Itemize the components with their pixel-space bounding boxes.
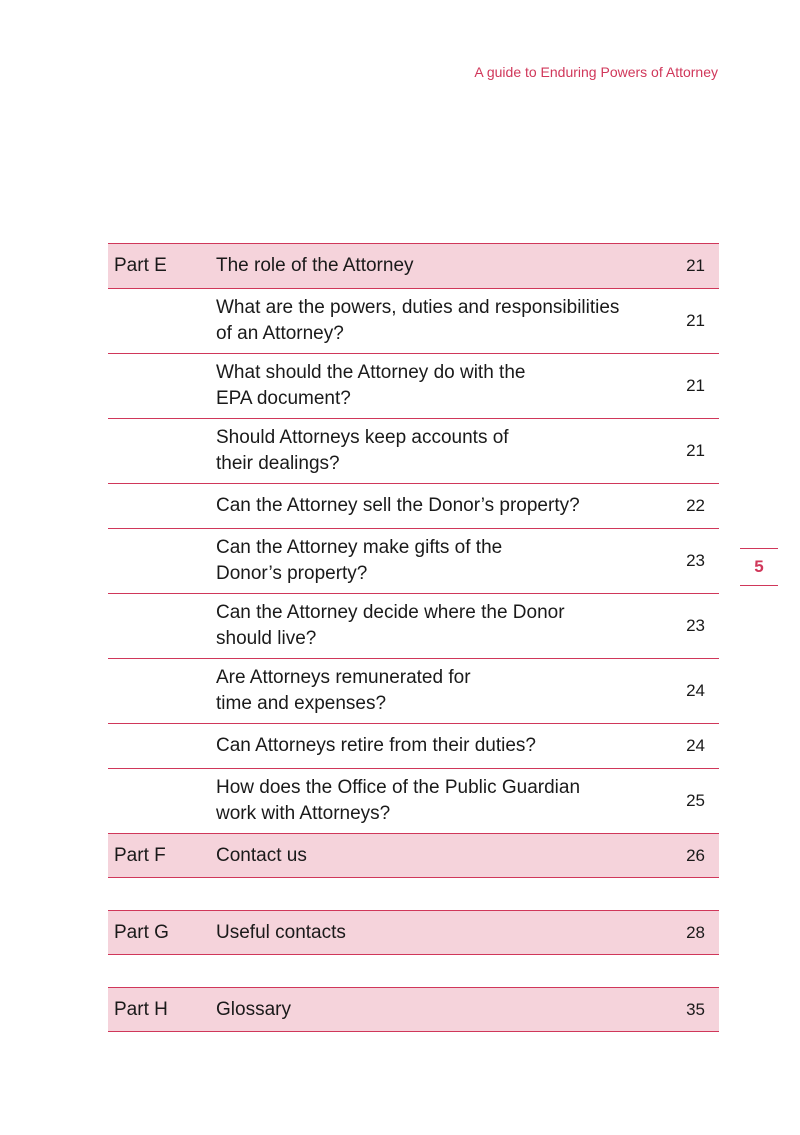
section-gap xyxy=(108,955,719,987)
item-title xyxy=(216,775,653,827)
page-ref: 21 xyxy=(686,376,705,395)
page-ref: 24 xyxy=(686,681,705,700)
item-title-line: Donor’s property? xyxy=(216,563,368,584)
item-title-line: should live? xyxy=(216,628,317,649)
item-title xyxy=(216,600,653,652)
item-title xyxy=(216,665,653,717)
page-ref: 28 xyxy=(686,922,705,942)
item-title xyxy=(216,535,653,587)
page-ref: 24 xyxy=(686,736,705,755)
page-ref: 26 xyxy=(686,845,705,865)
toc-item[interactable] xyxy=(108,593,719,658)
section-gap xyxy=(108,878,719,910)
item-title-line: EPA document? xyxy=(216,388,351,409)
item-title xyxy=(216,360,653,412)
part-label: Part G xyxy=(114,921,169,943)
page-number: 5 xyxy=(740,548,778,586)
toc-item[interactable] xyxy=(108,768,719,833)
part-title: The role of the Attorney xyxy=(216,255,414,276)
part-title: Useful contacts xyxy=(216,921,346,943)
item-title-line: Should Attorneys keep accounts of xyxy=(216,427,509,448)
part-label: Part H xyxy=(114,998,168,1020)
page-ref: 23 xyxy=(686,616,705,635)
item-title-line: their dealings? xyxy=(216,453,340,474)
page-ref: 21 xyxy=(686,441,705,460)
item-title-line: work with Attorneys? xyxy=(216,803,391,824)
page-ref: 21 xyxy=(686,256,705,275)
toc-item[interactable] xyxy=(108,353,719,418)
page-ref: 35 xyxy=(686,999,705,1019)
page-ref: 22 xyxy=(686,496,705,515)
item-title-line: What should the Attorney do with the xyxy=(216,362,526,383)
item-title: Can Attorneys retire from their duties? xyxy=(216,735,536,756)
toc-part-e[interactable] xyxy=(108,243,719,288)
item-title-line: Can the Attorney make gifts of the xyxy=(216,537,503,558)
item-title-line: of an Attorney? xyxy=(216,323,344,344)
part-title: Glossary xyxy=(216,998,291,1020)
item-title-line: How does the Office of the Public Guardian xyxy=(216,777,581,798)
toc-part-f[interactable] xyxy=(108,833,719,878)
toc-item[interactable] xyxy=(108,723,719,768)
table-of-contents xyxy=(108,243,719,1032)
item-title-line: What are the powers, duties and responsibilities xyxy=(216,297,620,318)
toc-item[interactable] xyxy=(108,288,719,353)
part-label: Part F xyxy=(114,844,166,866)
part-title: Contact us xyxy=(216,844,307,866)
toc-item[interactable] xyxy=(108,528,719,593)
item-title-line: time and expenses? xyxy=(216,693,387,714)
item-title-line: Are Attorneys remunerated for xyxy=(216,667,471,688)
item-title: Can the Attorney sell the Donor’s property? xyxy=(216,495,580,516)
item-title xyxy=(216,295,653,347)
running-header: A guide to Enduring Powers of Attorney xyxy=(474,64,718,80)
page-ref: 23 xyxy=(686,551,705,570)
toc-item[interactable] xyxy=(108,483,719,528)
toc-item[interactable] xyxy=(108,658,719,723)
part-label: Part E xyxy=(114,255,167,276)
item-title-line: Can the Attorney decide where the Donor xyxy=(216,602,565,623)
toc-part-h[interactable] xyxy=(108,987,719,1032)
page-ref: 21 xyxy=(686,311,705,330)
toc-part-g[interactable] xyxy=(108,910,719,955)
page-ref: 25 xyxy=(686,791,705,810)
item-title xyxy=(216,425,653,477)
toc-item[interactable] xyxy=(108,418,719,483)
